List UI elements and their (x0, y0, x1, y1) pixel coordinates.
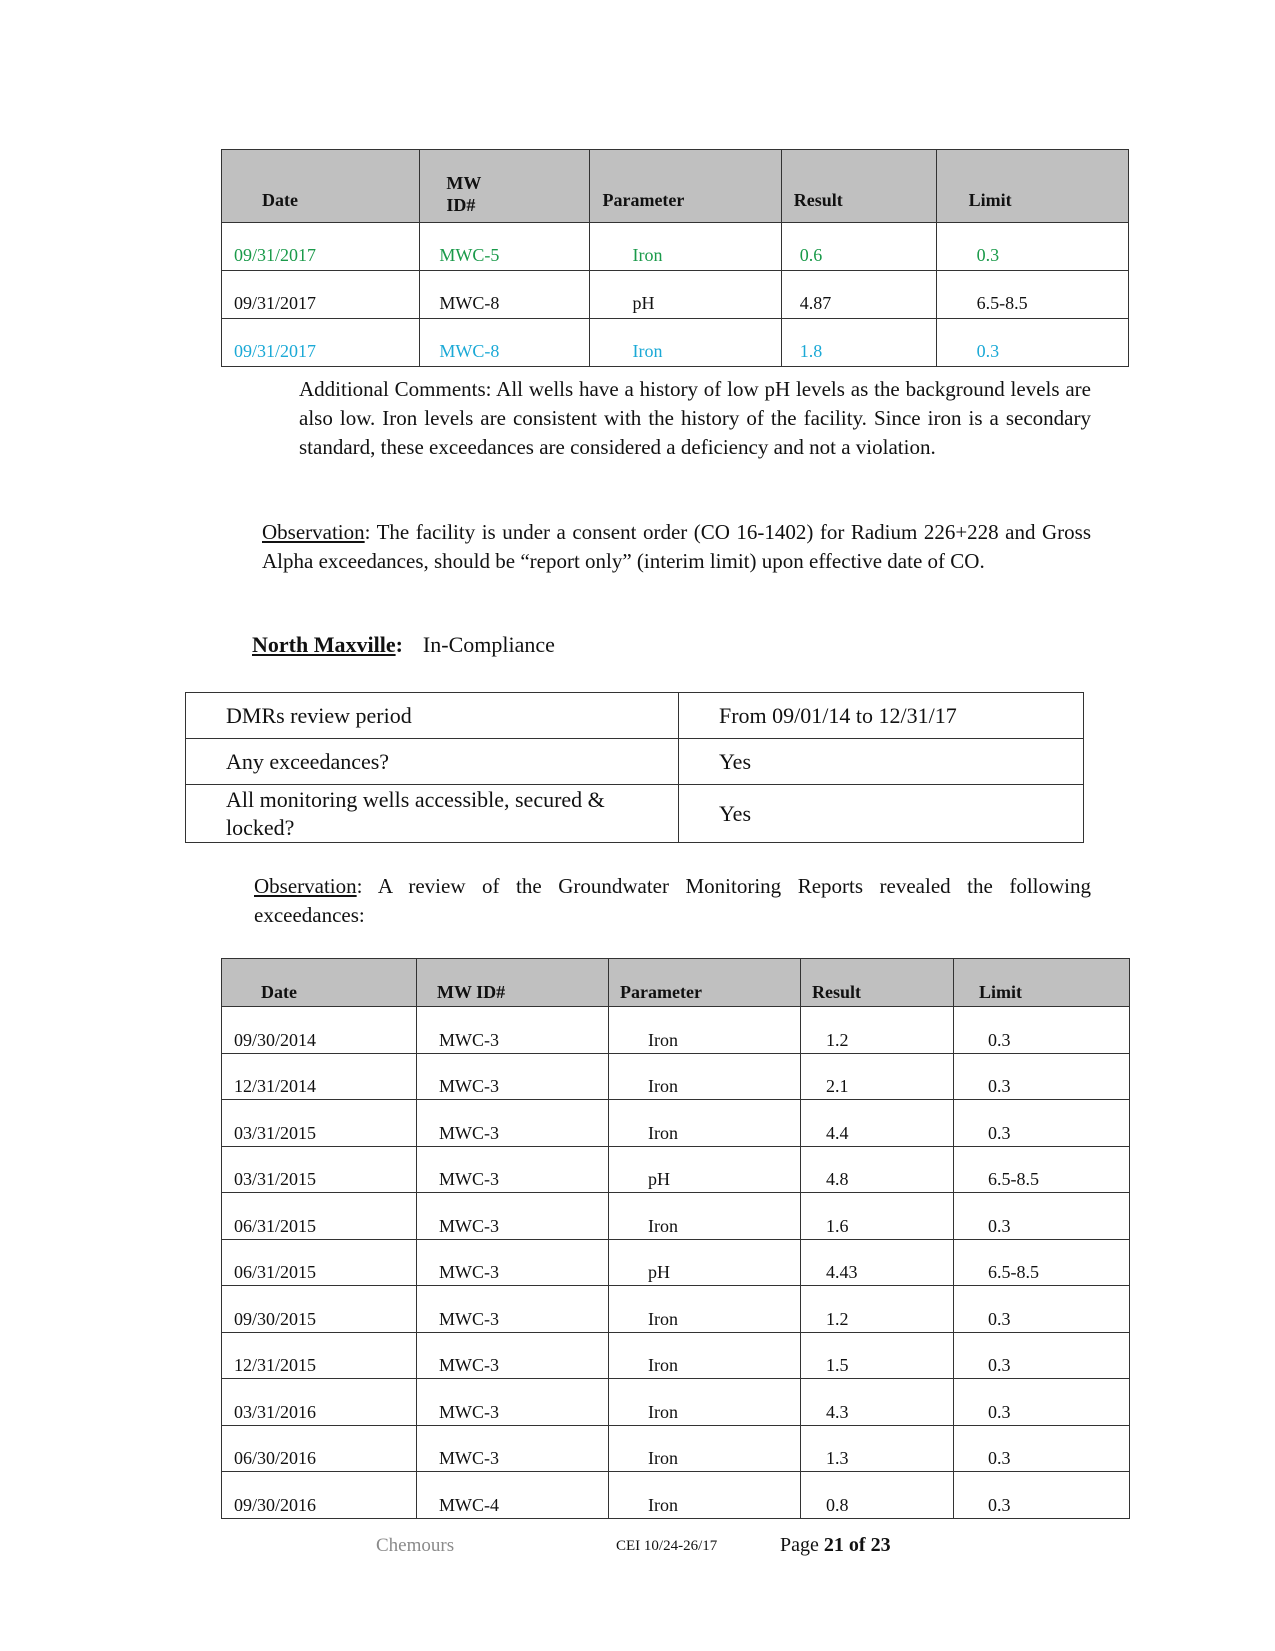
summary-row (186, 785, 1084, 843)
review-summary-table (185, 692, 1084, 843)
cell-date: 09/31/2017 (222, 319, 420, 367)
cell-date: 06/31/2015 (222, 1239, 417, 1286)
observation-groundwater (254, 872, 1091, 930)
cell-date: 09/30/2016 (222, 1472, 417, 1519)
cell-limit: 0.3 (954, 1472, 1130, 1519)
table-row (222, 1007, 1130, 1054)
summary-value: From 09/01/14 to 12/31/17 (679, 693, 1084, 739)
cell-result: 4.3 (801, 1379, 954, 1426)
header-mw-id (420, 150, 590, 223)
summary-value: Yes (679, 785, 1084, 843)
cell-result: 1.2 (801, 1286, 954, 1333)
cell-mw: MWC-3 (417, 1332, 609, 1379)
header-limit: Limit (936, 150, 1128, 223)
table-row (222, 319, 1129, 367)
cell-limit: 6.5-8.5 (954, 1239, 1130, 1286)
observation-text: : The facility is under a consent order (CO 16-1402) for Radium 226+228 and Gross Alpha exceedances, should be “report only” (interim limit) upon effective date of CO. (262, 520, 1091, 573)
cell-limit: 0.3 (954, 1332, 1130, 1379)
cell-mw: MWC-8 (420, 319, 590, 367)
cell-limit: 0.3 (954, 1100, 1130, 1147)
cell-param: Iron (609, 1472, 801, 1519)
header-parameter: Parameter (590, 150, 781, 223)
cell-limit: 0.3 (954, 1425, 1130, 1472)
cell-result: 1.3 (801, 1425, 954, 1472)
cell-date: 09/30/2015 (222, 1286, 417, 1333)
cell-date: 06/30/2016 (222, 1425, 417, 1472)
section-north-maxville (252, 632, 555, 658)
summary-label: DMRs review period (186, 693, 679, 739)
cell-param: Iron (609, 1286, 801, 1333)
cell-date: 09/31/2017 (222, 223, 420, 271)
cell-date: 03/31/2016 (222, 1379, 417, 1426)
cell-result: 4.43 (801, 1239, 954, 1286)
cell-limit: 6.5-8.5 (936, 271, 1128, 319)
cell-mw: MWC-3 (417, 1007, 609, 1054)
cell-result: 1.8 (781, 319, 936, 367)
cell-mw: MWC-3 (417, 1146, 609, 1193)
page-prefix: Page (780, 1534, 819, 1556)
table-header-row (222, 959, 1130, 1007)
cell-limit: 0.3 (954, 1053, 1130, 1100)
header-date: Date (222, 959, 417, 1007)
cell-mw: MWC-3 (417, 1425, 609, 1472)
cell-limit: 6.5-8.5 (954, 1146, 1130, 1193)
section-heading: North Maxville (252, 632, 396, 657)
cell-result: 0.6 (781, 223, 936, 271)
observation-label: Observation (254, 874, 357, 898)
table-row (222, 1053, 1130, 1100)
footer-page-number (780, 1534, 891, 1557)
cell-mw: MWC-3 (417, 1379, 609, 1426)
cell-limit: 0.3 (954, 1286, 1130, 1333)
cell-date: 09/31/2017 (222, 271, 420, 319)
cell-limit: 0.3 (936, 223, 1128, 271)
table-row (222, 223, 1129, 271)
cell-result: 4.87 (781, 271, 936, 319)
cell-mw: MWC-8 (420, 271, 590, 319)
compliance-status: In-Compliance (422, 632, 555, 657)
header-mw-line1: MW (446, 173, 482, 193)
observation-consent-order (262, 518, 1091, 576)
cell-param: Iron (609, 1193, 801, 1240)
header-date: Date (222, 150, 420, 223)
table-row (222, 1146, 1130, 1193)
cell-date: 03/31/2015 (222, 1100, 417, 1147)
section-heading-colon: : (395, 632, 403, 657)
cell-param: pH (609, 1239, 801, 1286)
cell-date: 12/31/2015 (222, 1332, 417, 1379)
cell-result: 4.8 (801, 1146, 954, 1193)
observation-text: : A review of the Groundwater Monitoring Reports revealed the following exceedances: (254, 874, 1091, 927)
cell-mw: MWC-3 (417, 1053, 609, 1100)
cell-mw: MWC-3 (417, 1286, 609, 1333)
cell-param: Iron (609, 1332, 801, 1379)
cell-date: 06/31/2015 (222, 1193, 417, 1240)
header-result: Result (781, 150, 936, 223)
cell-result: 1.6 (801, 1193, 954, 1240)
page-of: of (848, 1534, 866, 1556)
header-result: Result (801, 959, 954, 1007)
page-total: 23 (870, 1534, 891, 1556)
footer-company: Chemours (376, 1535, 455, 1556)
cell-limit: 0.3 (954, 1379, 1130, 1426)
table-row (222, 1239, 1130, 1286)
cell-mw: MWC-3 (417, 1100, 609, 1147)
summary-label: Any exceedances? (186, 739, 679, 785)
cell-param: Iron (609, 1379, 801, 1426)
table-row (222, 1472, 1130, 1519)
cell-result: 1.2 (801, 1007, 954, 1054)
cell-result: 4.4 (801, 1100, 954, 1147)
cell-param: Iron (609, 1425, 801, 1472)
table-header-row (222, 150, 1129, 223)
header-limit: Limit (954, 959, 1130, 1007)
observation-label: Observation (262, 520, 365, 544)
table-row (222, 1286, 1130, 1333)
table-row (222, 1332, 1130, 1379)
header-parameter: Parameter (609, 959, 801, 1007)
cell-result: 2.1 (801, 1053, 954, 1100)
cell-mw: MWC-5 (420, 223, 590, 271)
summary-value: Yes (679, 739, 1084, 785)
cell-param: Iron (609, 1007, 801, 1054)
exceedance-table-bottom (221, 958, 1130, 1519)
cell-limit: 0.3 (954, 1193, 1130, 1240)
cell-date: 09/30/2014 (222, 1007, 417, 1054)
cell-mw: MWC-4 (417, 1472, 609, 1519)
cell-date: 03/31/2015 (222, 1146, 417, 1193)
summary-label: All monitoring wells accessible, secured & locked? (186, 785, 679, 843)
cell-param: Iron (609, 1053, 801, 1100)
cell-param: Iron (590, 319, 781, 367)
exceedance-table-top (221, 149, 1129, 367)
cell-date: 12/31/2014 (222, 1053, 417, 1100)
table-row (222, 1193, 1130, 1240)
cell-param: Iron (609, 1100, 801, 1147)
cell-param: Iron (590, 223, 781, 271)
cell-mw: MWC-3 (417, 1193, 609, 1240)
table-row (222, 1100, 1130, 1147)
cell-param: pH (609, 1146, 801, 1193)
table-row (222, 271, 1129, 319)
page-current: 21 (823, 1534, 844, 1556)
cell-param: pH (590, 271, 781, 319)
cell-result: 0.8 (801, 1472, 954, 1519)
summary-row (186, 693, 1084, 739)
cell-limit: 0.3 (936, 319, 1128, 367)
table-row (222, 1425, 1130, 1472)
cell-mw: MWC-3 (417, 1239, 609, 1286)
footer-reference: CEI 10/24-26/17 (616, 1538, 718, 1554)
cell-result: 1.5 (801, 1332, 954, 1379)
cell-limit: 0.3 (954, 1007, 1130, 1054)
additional-comments: Additional Comments: All wells have a history of low pH levels as the background levels are also low. Iron levels are consistent with the history of the facility. Since iron is a secondary standard, these exceedances are considered a deficiency and not a violation. (299, 377, 1091, 459)
header-mw-id: MW ID# (417, 959, 609, 1007)
header-mw-line2: ID# (446, 195, 476, 215)
table-row (222, 1379, 1130, 1426)
summary-row (186, 739, 1084, 785)
